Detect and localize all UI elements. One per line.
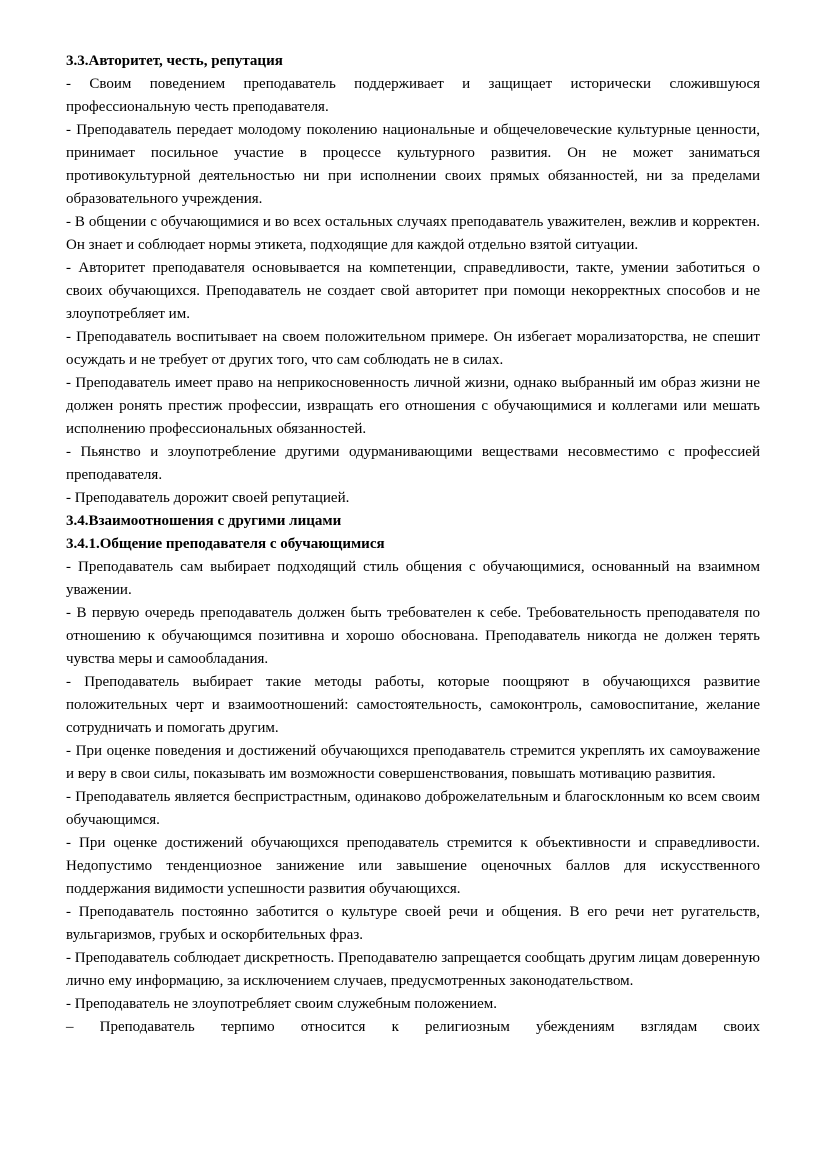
paragraph: - Преподаватель не злоупотребляет своим служебным положением. (66, 996, 498, 1012)
paragraph: - Преподаватель соблюдает дискретность. Преподавателю запрещается сообщать другим лицам доверенную лично ему информацию, за исключением случаев, предусмотренных законодательством. (66, 950, 760, 989)
paragraph: - Авторитет преподавателя основывается на компетенции, справедливости, такте, умении заботиться о своих обучающихся. Преподаватель не создает свой авторитет при помощи некорректных способов и не злоупотребляет им. (66, 260, 760, 322)
paragraph: - Преподаватель является беспристрастным, одинаково доброжелательным и благосклонным ко всем своим обучающимся. (66, 789, 760, 828)
document-page (66, 50, 760, 1039)
section-heading-3-3: 3.3.Авторитет, честь, репутация (66, 53, 283, 69)
paragraph: - Своим поведением преподаватель поддерживает и защищает исторически сложившуюся профессиональную честь преподавателя. (66, 76, 760, 115)
paragraph: - Преподаватель дорожит своей репутацией. (66, 490, 350, 506)
paragraph: - Преподаватель имеет право на неприкосновенность личной жизни, однако выбранный им образ жизни не должен ронять престиж профессии, извращать его отношения с обучающимися и коллегами или мешать исполнению профессиональных обязанностей. (66, 375, 760, 437)
paragraph: - При оценке достижений обучающихся преподаватель стремится к объективности и справедливости. Недопустимо тенденциозное занижение или завышение оценочных баллов для искусственного поддержания видимости успешности развития обучающихся. (66, 835, 760, 897)
paragraph: - Преподаватель постоянно заботится о культуре своей речи и общения. В его речи нет ругательств, вульгаризмов, грубых и оскорбительных фраз. (66, 904, 760, 943)
section-heading-3-4-1: 3.4.1.Общение преподавателя с обучающимися (66, 536, 385, 552)
paragraph: - Преподаватель выбирает такие методы работы, которые поощряют в обучающихся развитие положительных черт и взаимоотношений: самостоятельность, самоконтроль, самовоспитание, желание сотрудничать и помогать другим. (66, 674, 760, 736)
paragraph: - Преподаватель сам выбирает подходящий стиль общения с обучающимися, основанный на взаимном уважении. (66, 559, 760, 598)
list-item-dash: – Преподаватель терпимо относится к религиозным убеждениям взглядам своих (66, 1019, 760, 1035)
paragraph: - Преподаватель воспитывает на своем положительном примере. Он избегает морализаторства, не спешит осуждать и не требует от других того, что сам соблюдать не в силах. (66, 329, 760, 368)
paragraph: - В общении с обучающимися и во всех остальных случаях преподаватель уважителен, вежлив и корректен. Он знает и соблюдает нормы этикета, подходящие для каждой отдельно взятой ситуации. (66, 214, 760, 253)
paragraph: - В первую очередь преподаватель должен быть требователен к себе. Требовательность преподавателя по отношению к обучающимся позитивна и хорошо обоснована. Преподаватель никогда не должен терять чувства меры и самообладания. (66, 605, 760, 667)
paragraph: - Пьянство и злоупотребление другими одурманивающими веществами несовместимо с профессией преподавателя. (66, 444, 760, 483)
paragraph: - При оценке поведения и достижений обучающихся преподаватель стремится укреплять их самоуважение и веру в свои силы, показывать им возможности совершенствования, повышать мотивацию развития. (66, 743, 760, 782)
paragraph: - Преподаватель передает молодому поколению национальные и общечеловеческие культурные ценности, принимает посильное участие в процессе культурного развития. Он не может заниматься противокультурной деятельностью ни при исполнении своих прямых обязанностей, ни за пределами образовательного учреждения. (66, 122, 760, 207)
section-heading-3-4: 3.4.Взаимоотношения с другими лицами (66, 513, 342, 529)
